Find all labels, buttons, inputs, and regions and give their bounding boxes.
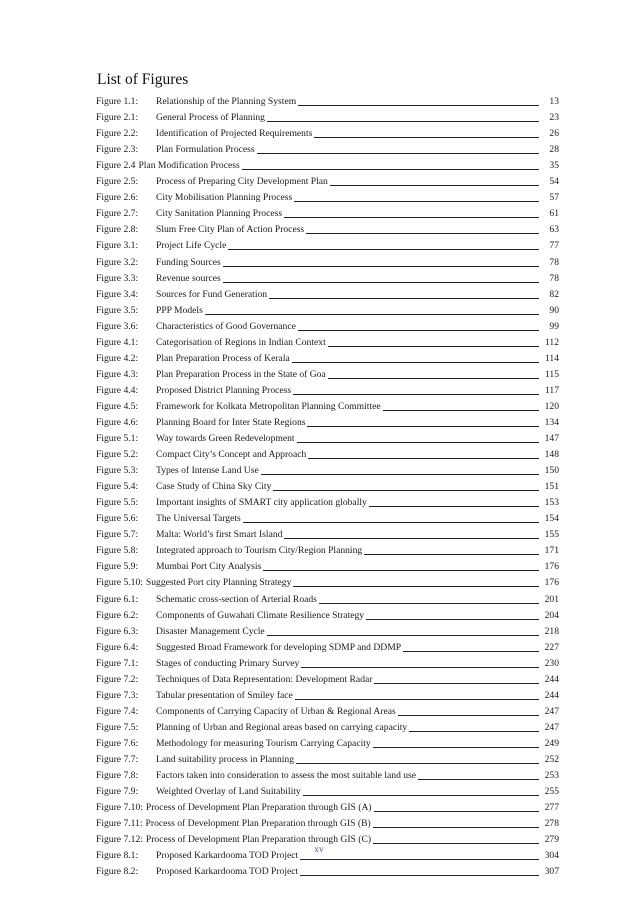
figure-title: Schematic cross-section of Arterial Roads <box>156 593 317 605</box>
figure-title: Process of Development Plan Preparation through GIS (C) <box>145 834 372 846</box>
figure-title: Tabular presentation of Smiley face <box>156 689 293 701</box>
figure-page-number: 57 <box>549 192 559 204</box>
figure-title: Weighted Overlay of Land Suitability <box>156 786 301 798</box>
figure-title: Plan Modification Process <box>138 160 240 172</box>
figure-label: Figure 7.1: <box>96 657 139 669</box>
figure-title: Identification of Projected Requirements <box>156 128 313 140</box>
figure-page-number: 252 <box>544 753 559 765</box>
figure-label: Figure 4.2: <box>96 352 139 364</box>
dot-leader <box>292 362 539 363</box>
figure-entry[interactable] <box>96 413 559 429</box>
figure-page-number: 249 <box>544 737 559 749</box>
figure-page-number: 176 <box>544 561 559 573</box>
dot-leader <box>257 153 539 154</box>
figure-title: Proposed Karkardooma TOD Project <box>156 866 299 878</box>
figure-label: Figure 3.2: <box>96 256 139 268</box>
figure-page-number: 204 <box>544 609 559 621</box>
dot-leader <box>403 651 539 652</box>
figure-label: Figure 5.4: <box>96 481 139 493</box>
figure-entry[interactable] <box>96 750 559 766</box>
dot-leader <box>328 346 539 347</box>
figure-page-number: 307 <box>544 866 559 878</box>
figure-label: Figure 5.2: <box>96 449 139 461</box>
figure-title: Stages of conducting Primary Survey <box>156 657 300 669</box>
figure-page-number: 279 <box>544 834 559 846</box>
dot-leader <box>242 169 539 170</box>
dot-leader <box>298 105 539 106</box>
figure-label: Figure 5.7: <box>96 529 139 541</box>
figure-entry[interactable] <box>96 509 559 525</box>
figure-label: Figure 4.6: <box>96 416 139 428</box>
figure-entry[interactable] <box>96 285 559 301</box>
figure-entry[interactable] <box>96 573 559 589</box>
figure-entry[interactable] <box>96 429 559 445</box>
figure-page-number: 77 <box>549 240 559 252</box>
dot-leader <box>398 715 539 716</box>
dot-leader <box>293 394 539 395</box>
figure-label: Figure 2.6: <box>96 192 139 204</box>
dot-leader <box>373 827 539 828</box>
dot-leader <box>298 330 539 331</box>
figure-title: Slum Free City Plan of Action Process <box>156 224 305 236</box>
dot-leader <box>293 586 539 587</box>
figure-title: Components of Guwahati Climate Resilience Strategy <box>156 609 365 621</box>
figure-entry[interactable] <box>96 269 559 285</box>
figure-entry[interactable] <box>96 654 559 670</box>
figure-page-number: 253 <box>544 770 559 782</box>
figure-page-number: 218 <box>544 625 559 637</box>
figure-entry[interactable] <box>96 830 559 846</box>
figure-page-number: 54 <box>549 176 559 188</box>
figure-page-number: 28 <box>549 144 559 156</box>
figure-label: Figure 7.6: <box>96 737 139 749</box>
figure-label: Figure 7.7: <box>96 753 139 765</box>
figure-label: Figure 5.10: <box>96 577 143 589</box>
figure-page-number: 112 <box>544 336 559 348</box>
dot-leader <box>303 795 539 796</box>
dot-leader <box>409 731 539 732</box>
figure-label: Figure 6.1: <box>96 593 139 605</box>
dot-leader <box>205 314 539 315</box>
figure-label: Figure 3.6: <box>96 320 139 332</box>
figure-entry[interactable] <box>96 782 559 798</box>
figure-label: Figure 5.1: <box>96 433 139 445</box>
figure-label: Figure 4.4: <box>96 384 139 396</box>
figure-title: Categorisation of Regions in Indian Context <box>156 336 326 348</box>
figure-entry[interactable] <box>96 381 559 397</box>
figure-page-number: 63 <box>549 224 559 236</box>
figure-label: Figure 2.5: <box>96 176 139 188</box>
figure-title: Proposed District Planning Process <box>156 384 292 396</box>
dot-leader <box>374 811 539 812</box>
dot-leader <box>369 506 539 507</box>
figure-entry[interactable] <box>96 461 559 477</box>
figure-label: Figure 2.7: <box>96 208 139 220</box>
figure-title: Process of Development Plan Preparation through GIS (B) <box>145 818 371 830</box>
figure-entry[interactable] <box>96 92 559 108</box>
figure-title: Plan Preparation Process of Kerala <box>156 352 290 364</box>
figure-entry[interactable] <box>96 156 559 172</box>
dot-leader <box>267 121 539 122</box>
figure-title: The Universal Targets <box>156 513 241 525</box>
figure-entry[interactable] <box>96 108 559 124</box>
dot-leader <box>418 779 539 780</box>
figure-page-number: 82 <box>549 288 559 300</box>
figure-entry[interactable] <box>96 220 559 236</box>
figure-entry[interactable] <box>96 702 559 718</box>
dot-leader <box>261 474 539 475</box>
figure-page-number: 99 <box>549 320 559 332</box>
figure-title: Compact City’s Concept and Approach <box>156 449 307 461</box>
figure-entry[interactable] <box>96 557 559 573</box>
dot-leader <box>243 522 539 523</box>
dot-leader <box>223 282 539 283</box>
figure-entry[interactable] <box>96 445 559 461</box>
figure-page-number: 278 <box>544 818 559 830</box>
figure-label: Figure 4.3: <box>96 368 139 380</box>
figure-entry[interactable] <box>96 365 559 381</box>
figure-page-number: 134 <box>544 416 559 428</box>
figure-entry[interactable] <box>96 606 559 622</box>
figure-entry[interactable] <box>96 814 559 830</box>
dot-leader <box>314 137 539 138</box>
figure-title: City Sanitation Planning Process <box>156 208 283 220</box>
figure-label: Figure 5.9: <box>96 561 139 573</box>
figure-title: Methodology for measuring Tourism Carrying Capacity <box>156 737 371 749</box>
dot-leader <box>284 538 539 539</box>
figure-entry[interactable] <box>96 172 559 188</box>
figure-page-number: 61 <box>549 208 559 220</box>
figure-label: Figure 4.5: <box>96 400 139 412</box>
figure-label: Figure 5.8: <box>96 545 139 557</box>
figure-entry[interactable] <box>96 589 559 605</box>
figure-page-number: 247 <box>544 705 559 717</box>
figure-page-number: 230 <box>544 657 559 669</box>
figure-label: Figure 7.4: <box>96 705 139 717</box>
figure-entry[interactable] <box>96 333 559 349</box>
figure-title: Types of Intense Land Use <box>156 465 259 477</box>
figure-title: Planning Board for Inter State Regions <box>156 416 306 428</box>
figure-page-number: 78 <box>549 272 559 284</box>
figure-title: Factors taken into consideration to assess the most suitable land use <box>156 770 417 782</box>
figure-title: Relationship of the Planning System <box>156 96 297 108</box>
dot-leader <box>330 185 539 186</box>
figure-label: Figure 3.5: <box>96 304 139 316</box>
figure-title: Disaster Management Cycle <box>156 625 265 637</box>
figure-page-number: 244 <box>544 673 559 685</box>
figure-label: Figure 7.10: <box>96 802 143 814</box>
figure-page-number: 255 <box>544 786 559 798</box>
figure-page-number: 120 <box>544 400 559 412</box>
figure-title: City Mobilisation Planning Process <box>156 192 293 204</box>
page-number-footer: xv <box>314 845 324 855</box>
dot-leader <box>366 619 539 620</box>
figure-page-number: 247 <box>544 721 559 733</box>
figure-label: Figure 3.3: <box>96 272 139 284</box>
figure-entry[interactable] <box>96 236 559 252</box>
dot-leader <box>373 747 539 748</box>
figure-title: Land suitability process in Planning <box>156 753 295 765</box>
figure-label: Figure 3.1: <box>96 240 139 252</box>
figure-label: Figure 2.3: <box>96 144 139 156</box>
dot-leader <box>294 201 539 202</box>
figure-label: Figure 7.12: <box>96 834 143 846</box>
figure-title: PPP Models <box>156 304 203 316</box>
dot-leader <box>301 667 539 668</box>
figure-page-number: 114 <box>544 352 559 364</box>
figure-entry[interactable] <box>96 204 559 220</box>
figure-entry[interactable] <box>96 862 559 878</box>
figure-entry[interactable] <box>96 798 559 814</box>
figure-list <box>96 92 559 878</box>
figure-label: Figure 8.2: <box>96 866 139 878</box>
figure-label: Figure 8.1: <box>96 850 139 862</box>
dot-leader <box>328 378 539 379</box>
figure-title: Funding Sources <box>156 256 221 268</box>
figure-page-number: 244 <box>544 689 559 701</box>
figure-label: Figure 7.3: <box>96 689 139 701</box>
figure-title: Mumbai Port City Analysis <box>156 561 262 573</box>
figure-title: Plan Preparation Process in the State of Goa <box>156 368 326 380</box>
figure-entry[interactable] <box>96 301 559 317</box>
figure-label: Figure 5.5: <box>96 497 139 509</box>
dot-leader <box>267 635 539 636</box>
figure-page-number: 148 <box>544 449 559 461</box>
dot-leader <box>295 699 539 700</box>
figure-entry[interactable] <box>96 541 559 557</box>
figure-title: Process of Development Plan Preparation through GIS (A) <box>145 802 372 814</box>
figure-entry[interactable] <box>96 397 559 413</box>
figure-entry[interactable] <box>96 525 559 541</box>
dot-leader <box>300 859 539 860</box>
figure-entry[interactable] <box>96 670 559 686</box>
figure-page-number: 176 <box>544 577 559 589</box>
figure-page-number: 115 <box>544 368 559 380</box>
figure-page-number: 151 <box>544 481 559 493</box>
figure-entry[interactable] <box>96 124 559 140</box>
dot-leader <box>284 217 539 218</box>
dot-leader <box>374 683 539 684</box>
dot-leader <box>269 298 539 299</box>
figure-label: Figure 2.1: <box>96 112 139 124</box>
figure-label: Figure 2.8: <box>96 224 139 236</box>
figure-page-number: 227 <box>544 641 559 653</box>
figure-page-number: 117 <box>544 384 559 396</box>
figure-title: Revenue sources <box>156 272 221 284</box>
figure-entry[interactable] <box>96 734 559 750</box>
figure-title: Project Life Cycle <box>156 240 227 252</box>
figure-title: General Process of Planning <box>156 112 265 124</box>
figure-title: Important insights of SMART city application globally <box>156 497 367 509</box>
dot-leader <box>306 233 539 234</box>
figure-title: Framework for Kolkata Metropolitan Planning Committee <box>156 400 381 412</box>
figure-label: Figure 7.5: <box>96 721 139 733</box>
dot-leader <box>307 426 539 427</box>
figure-title: Malta: World’s first Smart Island <box>156 529 283 541</box>
figure-title: Way towards Green Redevelopment <box>156 433 295 445</box>
figure-entry[interactable] <box>96 718 559 734</box>
figure-title: Process of Preparing City Development Plan <box>156 176 328 188</box>
figure-label: Figure 6.3: <box>96 625 139 637</box>
figure-title: Planning of Urban and Regional areas based on carrying capacity <box>156 721 408 733</box>
figure-label: Figure 4.1: <box>96 336 139 348</box>
figure-label: Figure 1.1: <box>96 96 139 108</box>
dot-leader <box>296 763 539 764</box>
figure-entry[interactable] <box>96 317 559 333</box>
figure-page-number: 171 <box>544 545 559 557</box>
figure-title: Case Study of China Sky City <box>156 481 272 493</box>
figure-title: Techniques of Data Representation: Development Radar <box>156 673 373 685</box>
figure-page-number: 150 <box>544 465 559 477</box>
figure-page-number: 154 <box>544 513 559 525</box>
figure-entry[interactable] <box>96 252 559 268</box>
figure-title: Plan Formulation Process <box>156 144 255 156</box>
figure-entry[interactable] <box>96 140 559 156</box>
figure-entry[interactable] <box>96 766 559 782</box>
dot-leader <box>308 458 539 459</box>
figure-page-number: 155 <box>544 529 559 541</box>
figure-page-number: 78 <box>549 256 559 268</box>
figure-label: Figure 5.6: <box>96 513 139 525</box>
list-of-figures-heading: List of Figures <box>97 71 189 88</box>
figure-label: Figure 6.2: <box>96 609 139 621</box>
figure-title: Proposed Karkardooma TOD Project <box>156 850 299 862</box>
figure-title: Sources for Fund Generation <box>156 288 268 300</box>
figure-label: Figure 7.9: <box>96 786 139 798</box>
dot-leader <box>263 570 539 571</box>
figure-label: Figure 7.2: <box>96 673 139 685</box>
figure-label: Figure 3.4: <box>96 288 139 300</box>
figure-page-number: 90 <box>549 304 559 316</box>
figure-page-number: 147 <box>544 433 559 445</box>
figure-label: Figure 7.11: <box>96 818 143 830</box>
dot-leader <box>297 442 539 443</box>
dot-leader <box>228 249 539 250</box>
dot-leader <box>364 554 539 555</box>
dot-leader <box>300 875 539 876</box>
figure-label: Figure 2.4 <box>96 160 136 172</box>
dot-leader <box>273 490 539 491</box>
figure-page-number: 35 <box>549 160 559 172</box>
figure-title: Components of Carrying Capacity of Urban & Regional Areas <box>156 705 396 717</box>
figure-page-number: 23 <box>549 112 559 124</box>
figure-entry[interactable] <box>96 477 559 493</box>
figure-page-number: 277 <box>544 802 559 814</box>
figure-label: Figure 6.4: <box>96 641 139 653</box>
figure-page-number: 304 <box>544 850 559 862</box>
dot-leader <box>319 603 539 604</box>
figure-entry[interactable] <box>96 622 559 638</box>
figure-page-number: 153 <box>544 497 559 509</box>
figure-entry[interactable] <box>96 349 559 365</box>
figure-label: Figure 5.3: <box>96 465 139 477</box>
figure-label: Figure 7.8: <box>96 770 139 782</box>
figure-title: Characteristics of Good Governance <box>156 320 296 332</box>
dot-leader <box>223 266 539 267</box>
figure-page-number: 201 <box>544 593 559 605</box>
figure-entry[interactable] <box>96 686 559 702</box>
figure-entry[interactable] <box>96 188 559 204</box>
figure-page-number: 26 <box>549 128 559 140</box>
figure-entry[interactable] <box>96 493 559 509</box>
figure-title: Integrated approach to Tourism City/Region Planning <box>156 545 363 557</box>
dot-leader <box>383 410 539 411</box>
figure-page-number: 13 <box>549 96 559 108</box>
figure-label: Figure 2.2: <box>96 128 139 140</box>
figure-title: Suggested Port city Planning Strategy <box>145 577 292 589</box>
figure-title: Suggested Broad Framework for developing SDMP and DDMP <box>156 641 402 653</box>
figure-entry[interactable] <box>96 638 559 654</box>
